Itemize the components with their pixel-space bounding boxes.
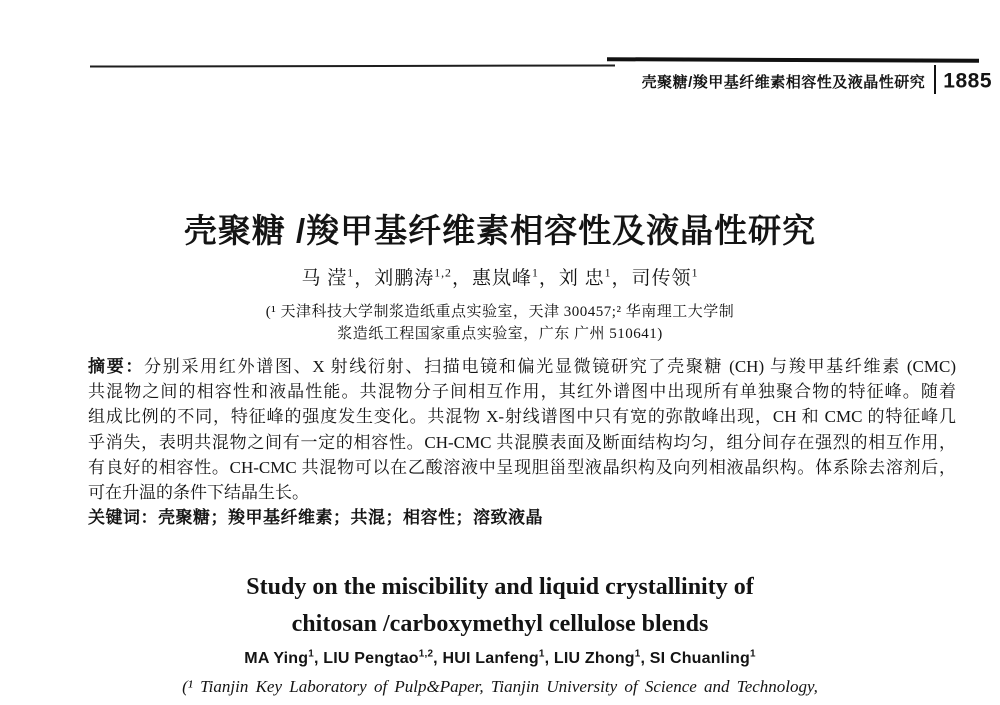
- author-superscript: 1: [531, 266, 539, 280]
- author-superscript: 1: [691, 266, 699, 280]
- author-superscript: 1: [749, 648, 756, 660]
- author-superscript: 1: [634, 648, 641, 660]
- header-rule-thick: [607, 57, 979, 63]
- author-name: LIU Pengtao$^{1,2}$: [323, 648, 434, 667]
- author-superscript: 1: [347, 266, 355, 280]
- author-name: 刘鹏涛$^{1,2}$: [374, 266, 452, 289]
- authors-en: MA Ying$^1$, LIU Pengtao$^{1,2}$, HUI Lanfeng$^1$, LIU Zhong$^1$, SI Chuanling$^1$: [244, 648, 756, 667]
- keywords-label: 关键词：: [88, 508, 158, 528]
- affiliation-cn-line2: 浆造纸工程国家重点实验室，广东 广州 510641): [337, 326, 663, 342]
- article-title-en: [0, 569, 1000, 643]
- article-title-en-line2: chitosan /carboxymethyl cellulose blends: [291, 611, 709, 637]
- author-superscript: 1: [604, 266, 612, 280]
- page-number: 1885: [943, 69, 992, 93]
- author-name: 司传领$^1$: [631, 266, 699, 289]
- keywords-line: [88, 505, 956, 530]
- abstract-label: 摘要：: [88, 357, 145, 376]
- header-divider-bar: [934, 65, 936, 94]
- author-name: SI Chuanling$^1$: [649, 648, 756, 667]
- affiliation-en: (¹ Tianjin Key Laboratory of Pulp&Paper, Tianjin University of Science and Technology,: [182, 677, 818, 696]
- abstract-line: [88, 354, 956, 379]
- author-name: 马 滢$^1$: [301, 266, 355, 289]
- abstract-line: 可在升温的条件下结晶生长。: [88, 483, 309, 503]
- authors-cn: 马 滢$^1$，刘鹏涛$^{1,2}$，惠岚峰$^1$，刘 忠$^1$，司传领$^1$: [301, 266, 699, 289]
- author-superscript: 1: [538, 648, 545, 660]
- abstract-text: 分别采用红外谱图、X 射线衍射、扫描电镜和偏光显微镜研究了壳聚糖 (CH) 与羧甲基纤维素 (CMC): [144, 357, 956, 376]
- running-title: 壳聚糖/羧甲基纤维素相容性及液晶性研究: [641, 74, 926, 91]
- author-name: MA Ying$^1$: [244, 648, 314, 667]
- article-title-cn: 壳聚糖 /羧甲基纤维素相容性及液晶性研究: [183, 212, 817, 249]
- author-name: HUI Lanfeng$^1$: [442, 648, 545, 667]
- keywords-text: 壳聚糖；羧甲基纤维素；共混；相容性；溶致液晶: [158, 508, 543, 528]
- article-title-en-line1: Study on the miscibility and liquid crystallinity of: [246, 574, 754, 600]
- author-name: 刘 忠$^1$: [558, 266, 612, 289]
- author-superscript: 1,2: [434, 266, 452, 280]
- affiliation-cn-line1: (¹ 天津科技大学制浆造纸重点实验室，天津 300457;² 华南理工大学制: [265, 304, 735, 320]
- abstract-line: 组成比例的不同，特征峰的强度发生变化。共混物 X-射线谱图中只有宽的弥散峰出现，CH 和 CMC 的特征峰几: [88, 407, 956, 427]
- running-head: [0, 67, 992, 96]
- abstract-line: 共混物之间的相容性和液晶性能。共混物分子间相互作用，其红外谱图中出现所有单独聚合物的特征峰。随着: [88, 382, 956, 402]
- author-name: LIU Zhong$^1$: [553, 648, 641, 667]
- abstract-line: 有良好的相容性。CH-CMC 共混物可以在乙酸溶液中呈现胆甾型液晶织构及向列相液晶织构。体系除去溶剂后，: [88, 457, 956, 477]
- author-superscript: 1: [308, 648, 314, 660]
- author-name: 惠岚峰$^1$: [471, 266, 539, 289]
- abstract-line: 乎消失，表明共混物之间有一定的相容性。CH-CMC 共混膜表面及断面结构均匀，组分间存在强烈的相互作用，: [88, 432, 956, 452]
- author-superscript: 1,2: [418, 648, 434, 660]
- abstract-block: [88, 354, 956, 530]
